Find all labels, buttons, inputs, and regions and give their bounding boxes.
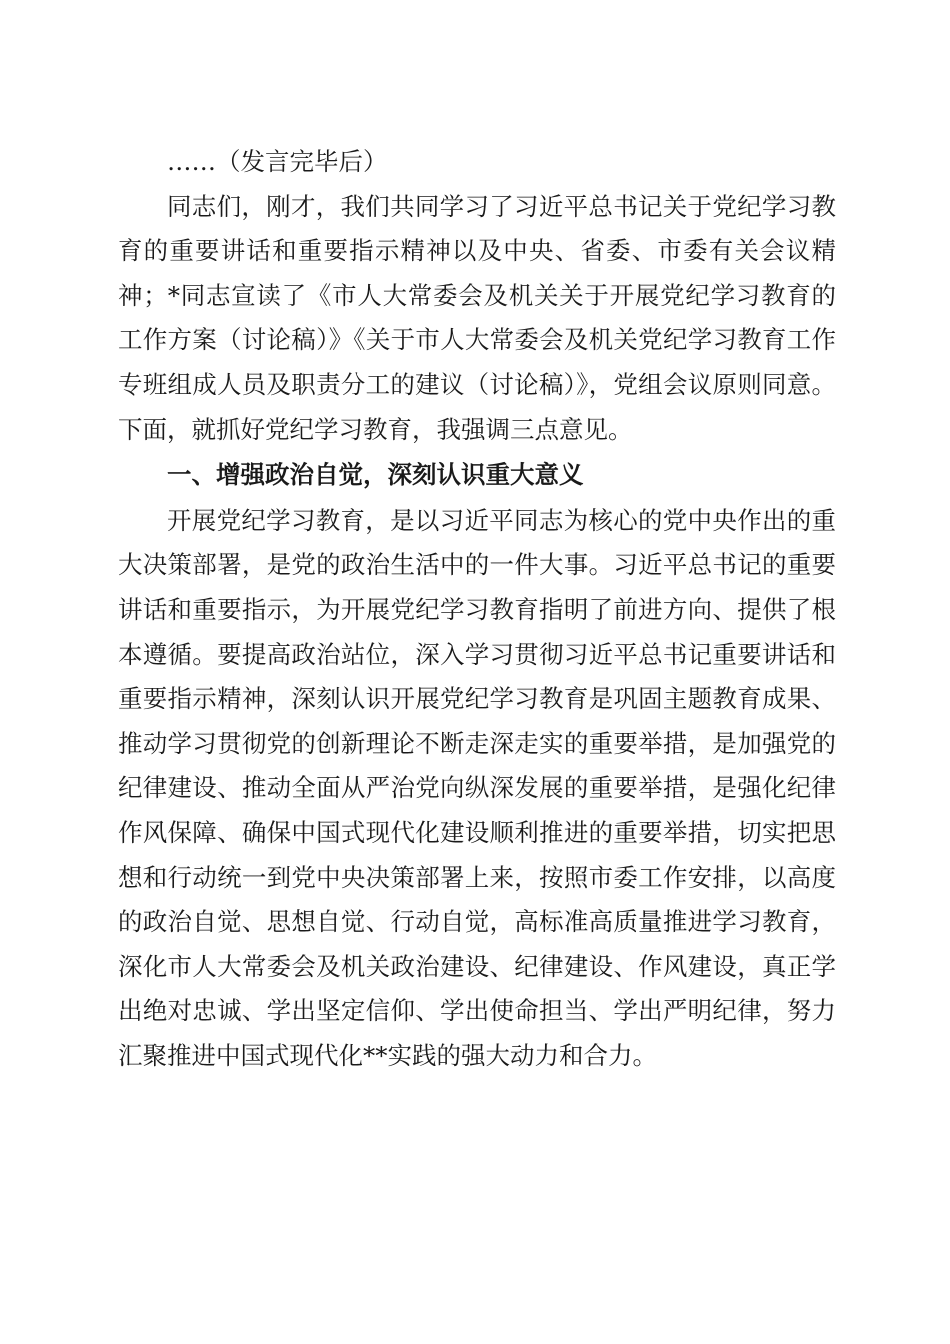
paragraph-after-speech: ……（发言完毕后） [167, 147, 388, 176]
section-heading-1: 一、增强政治自觉，深刻认识重大意义 [167, 460, 584, 490]
paragraph-section-1: 开展党纪学习教育，是以习近平同志为核心的党中央作出的重大决策部署，是党的政治生活中的一件大事。习近平总书记的重要讲话和重要指示，为开展党纪学习教育指明了前进方向、提供了根本遵循。要提高政治站位，深入学习贯彻习近平总书记重要讲话和重要指示精神，深刻认识开展党纪学习教育是巩固主题教育成果、推动学习贯彻党的创新理论不断走深走实的重要举措，是加强党的纪律建设、推动全面从严治党向纵深发展的重要举措，是强化纪律作风保障、确保中国式现代化建设顺利推进的重要举措，切实把思想和行动统一到党中央决策部署上来，按照市委工作安排，以高度的政治自觉、思想自觉、行动自觉，高标准高质量推进学习教育，深化市人大常委会及机关政治建设、纪律建设、作风建设，真正学出绝对忠诚、学出坚定信仰、学出使命担当、学出严明纪律，努力汇聚推进中国式现代化**实践的强大动力和合力。 [118, 505, 836, 1070]
paragraph-opening: 同志们，刚才，我们共同学习了习近平总书记关于党纪学习教育的重要讲话和重要指示精神以及中央、省委、市委有关会议精神；*同志宣读了《市人大常委会及机关关于开展党纪学习教育的工作方案（讨论稿）》《关于市人大常委会及机关党纪学习教育工作专班组成人员及职责分工的建议（讨论稿）》，党组会议原则同意。下面，就抓好党纪学习教育，我强调三点意见。 [118, 191, 836, 444]
document-body [118, 140, 836, 1078]
